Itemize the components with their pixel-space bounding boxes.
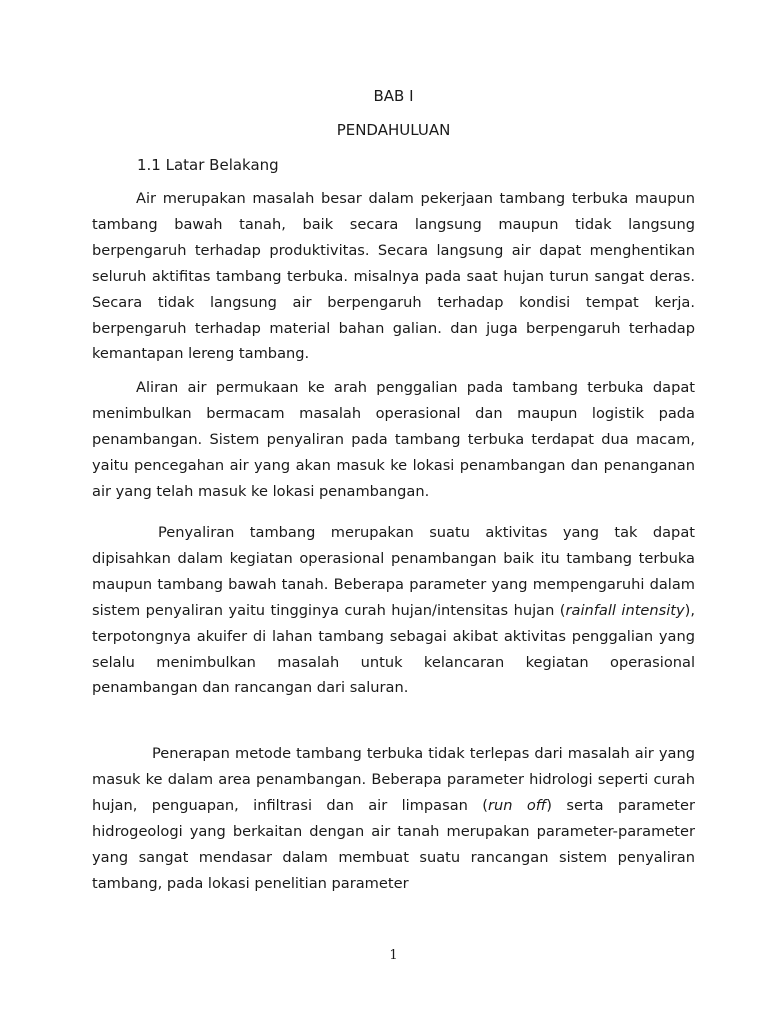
paragraph-3 — [92, 520, 695, 701]
chapter-title: PENDAHULUAN — [336, 121, 451, 139]
document-page — [92, 0, 695, 1024]
chapter-label: BAB I — [373, 87, 414, 105]
paragraph-4-text-a: Penerapan metode tambang terbuka tidak terlepas dari masalah air yang masuk ke dalam area penambangan. Beberapa parameter hidrologi seperti curah hujan, penguapan, infiltrasi dan air limpasan ( — [92, 745, 695, 814]
page-number: 1 — [389, 948, 398, 963]
section-heading: 1.1 Latar Belakang — [137, 156, 279, 174]
paragraph-3-italic-term: rainfall intensity — [565, 601, 685, 619]
paragraph-3-text-a: Penyaliran tambang merupakan suatu aktivitas yang tak dapat dipisahkan dalam kegiatan operasional penambangan baik itu tambang terbuka maupun tambang bawah tanah. Beberapa parameter yang mempengaruhi dalam sistem penyaliran yaitu tingginya curah hujan/intensitas hujan ( — [92, 524, 695, 619]
paragraph-2: Aliran air permukaan ke arah penggalian pada tambang terbuka dapat menimbulkan bermacam masalah operasional dan maupun logistik pada penambangan. Sistem penyaliran pada tambang terbuka terdapat dua macam, yaitu pencegahan air yang akan masuk ke lokasi penambangan dan penanganan air yang telah masuk ke lokasi penambangan. — [92, 379, 695, 500]
paragraph-3-text-b: ), terpotongnya akuifer di lahan tambang sebagai akibat aktivitas penggalian yang selalu menimbulkan masalah untuk kelancaran kegiatan operasional penambangan dan rancangan dari saluran. — [92, 601, 696, 697]
paragraph-1: Air merupakan masalah besar dalam pekerjaan tambang terbuka maupun tambang bawah tanah, baik secara langsung maupun tidak langsung berpengaruh terhadap produktivitas. Secara langsung air dapat menghentikan seluruh aktifitas tambang terbuka. misalnya pada saat hujan turun sangat deras. Secara tidak langsung air berpengaruh terhadap kondisi tempat kerja. berpengaruh terhadap material bahan galian. dan juga berpengaruh terhadap kemantapan lereng tambang. — [92, 190, 695, 363]
paragraph-4-italic-term: run off — [487, 796, 547, 814]
paragraph-4 — [92, 741, 695, 896]
paragraph-4-text-b: ) serta parameter hidrogeologi yang berkaitan dengan air tanah merupakan parameter-parameter yang sangat mendasar dalam membuat suatu rancangan sistem penyaliran tambang, pada lokasi penelitian parameter — [92, 796, 695, 892]
